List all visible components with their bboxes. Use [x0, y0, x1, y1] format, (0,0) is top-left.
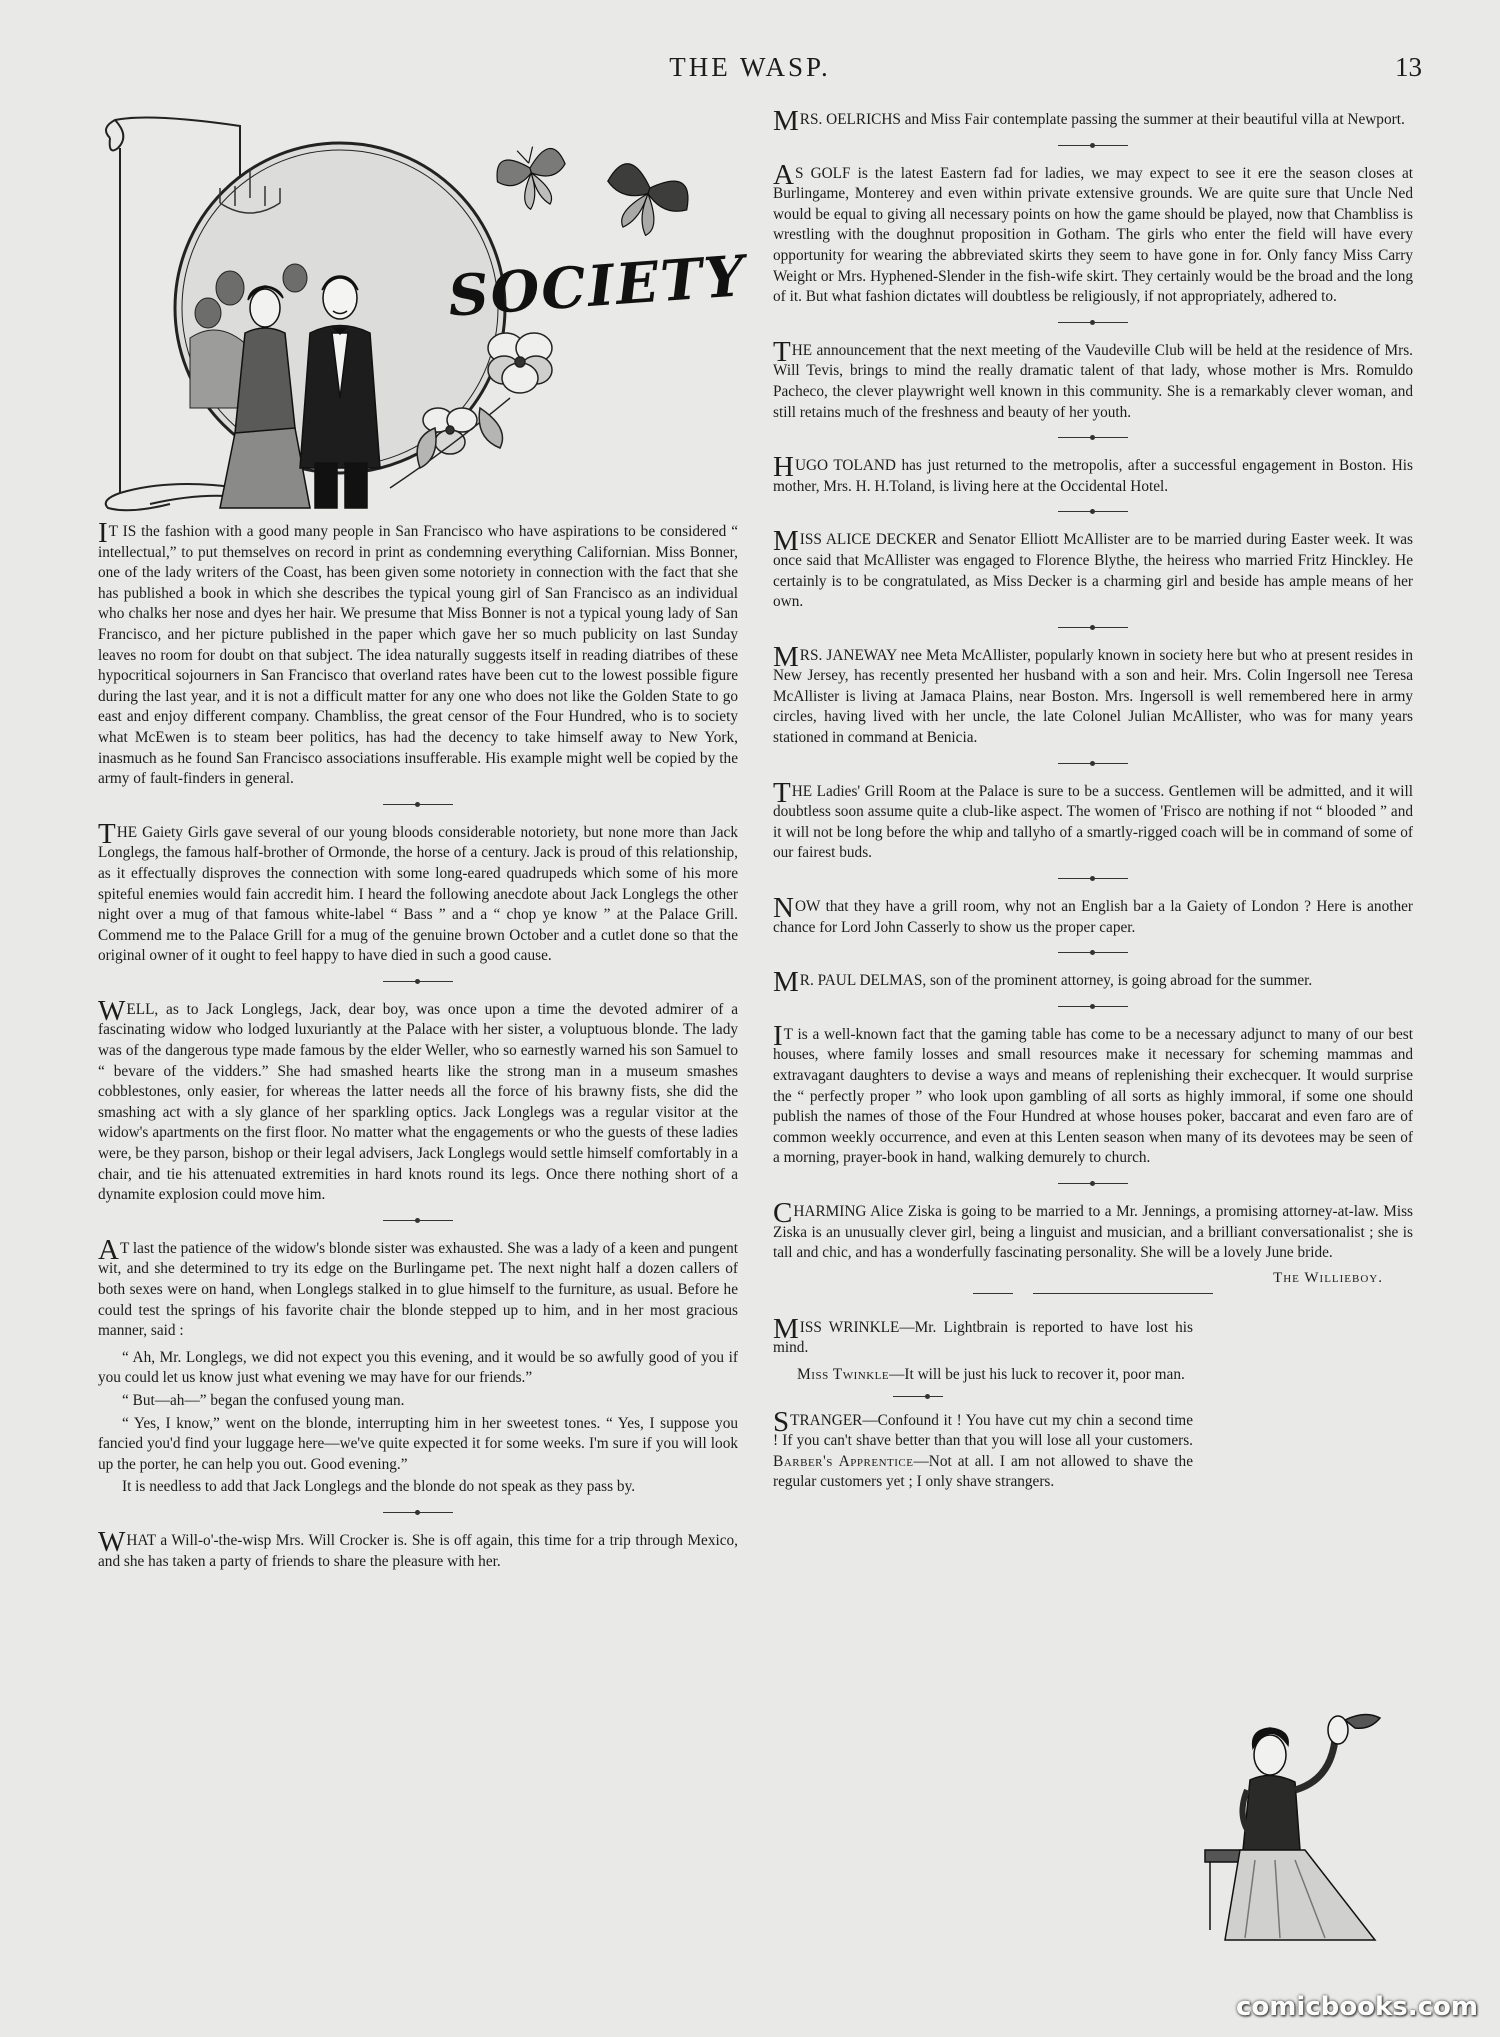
page-number: 13: [1395, 52, 1422, 82]
left-column: [98, 522, 738, 1962]
seated-lady-illustration: [1195, 1700, 1405, 1945]
article-paragraph: MRS. JANEWAY nee Meta McAllister, popularly known in society here but who at present resides in New Jersey, has recently presented her husband with a son and heir. Mrs. Colin Ingersoll nee Teresa McAllister is living at Jamaca Plains, near Boston. Mrs. Ingersoll is well remembered here in army circles, having lived with her uncle, the late Colonel Julian McAllister, who was for many years stationed in command at Benicia.: [773, 640, 1413, 747]
magazine-title: THE WASP.: [669, 52, 831, 82]
article-paragraph: AT last the patience of the widow's blonde sister was exhausted. She was a lady of a keen and pungent wit, and she determined to try its edge on the Burlingame pet. The next night half a dozen callers of both sexes were on hand, when Longlegs stalked in to glue himself to the furniture, as usual. Before he could test the springs of his favorite chair the blonde stepped up to him, and in her most gracious manner, said :: [98, 1233, 738, 1340]
section-divider: [893, 1396, 943, 1397]
jokes-section: [773, 1312, 1193, 1493]
article-paragraph: THE announcement that the next meeting of the Vaudeville Club will be held at the residence of Mrs. Will Tevis, brings to mind the really dramatic talent of that lady, whose mother is Mrs. Romuldo Pacheco, the clever playwright well known in this community. She is a remarkably clever woman, and still retains much of the freshness and beauty of her youth.: [773, 335, 1413, 421]
dialog-paragraph: “ Yes, I know,” went on the blonde, interrupting him in her sweetest tones. “ Yes, I suppose you fancied you'd find your luggage here—we've quite expected it for some weeks. I'm sure if you will look up the porter, he can help you out. Good evening.”: [98, 1414, 738, 1473]
section-divider: [383, 804, 453, 805]
page-header: [0, 52, 1500, 92]
article-paragraph: IT is a well-known fact that the gaming table has come to be a necessary adjunct to many of our best houses, where family losses and small resources make it necessary for scheming mammas and extravagant daughters to devise a ways and means of replenishing their exchecquer. It would surprise the “ perfectly proper ” who look upon gambling of all sorts as highly immoral, if some one should publish the names of those of the Four Hundred at whose houses poker, baccarat and even faro are of common weekly occurrence, and even at this Lenten season when many of its devotees may be seen of a morning, prayer-book in hand, walking demurely to church.: [773, 1019, 1413, 1167]
article-paragraph: NOW that they have a grill room, why not an English bar a la Gaiety of London ? Here is another chance for Lord John Casserly to show us the proper caper.: [773, 892, 1413, 936]
section-divider: [1058, 511, 1128, 512]
section-divider: [1058, 1183, 1128, 1184]
society-masthead-illustration: [90, 108, 760, 516]
article-paragraph: MISS ALICE DECKER and Senator Elliott McAllister are to be married during Easter week. It was once said that McAllister was engaged to Florence Blythe, the heiress who married Fritz Hinckley. He certainly is to be congratulated, as Miss Decker is a charming girl and beside has ample means of her own.: [773, 525, 1413, 611]
section-divider: [1058, 878, 1128, 879]
section-divider: [1058, 1006, 1128, 1007]
section-divider: [383, 1512, 453, 1513]
joke-reply: Miss Twinkle—It will be just his luck to recover it, poor man.: [797, 1365, 1185, 1383]
article-paragraph: IT IS the fashion with a good many people in San Francisco who have aspirations to be considered “ intellectual,” to put themselves on record in print as condemning everything Californian. Miss Bonner, one of the lady writers of the Coast, has been given some notoriety in connection with the fact that she has published a book in which she describes the typical young girl of San Francisco as an individual who chalks her nose and dyes her hair. We presume that Miss Bonner is not a typical young lady of San Francisco, and her picture published in the paper which gave her so much publicity on last Sunday leaves no room for doubt on that subject. The idea naturally suggests itself in reading diatribes of these hypocritical sojourners in San Francisco that overland rates have been cut to the lowest possible figure during the last year, and it is not a difficult matter for any one who does not like the Golden State to go east and enjoy different company. Chambliss, the great censor of the Four Hundred, who is to society what McEwen is to steam beer politics, has had the decency to take himself away to New York, inasmuch as he found San Francisco associations insufferable. His example might well be copied by the army of fault-finders in general.: [98, 522, 738, 788]
article-paragraph: THE Ladies' Grill Room at the Palace is sure to be a success. Gentlemen will be admitted, and it will doubtless soon assume quite a club-like aspect. The women of 'Frisco are nothing if not “ blooded ” and it will not be long before the whip and tallyho of a smartly-rigged coach will be in command of some of our fairest buds.: [773, 776, 1413, 862]
section-divider: [1058, 322, 1128, 323]
butterfly-icon: [491, 140, 695, 246]
article-paragraph: AS GOLF is the latest Eastern fad for ladies, we may expect to see it ere the season closes at Burlingame, Monterey and even within private extensive grounds. We are quite sure that Uncle Ned would be equal to giving all necessary points on how the game should be played, now that Chambliss is wrestling with the doughnut proposition in Gotham. The girls who enter the field will have every opportunity for wearing the abbreviated skirts they seem to have gone in for. Only fancy Miss Carry Weight or Mrs. Hyphened-Slender in the fish-wife skirt. They certainly would be the broad and the long of it. But what fashion dictates will doubtless be religiously, if not appropriately, adhered to.: [773, 158, 1413, 306]
section-divider: [1058, 437, 1128, 438]
joke-paragraph: STRANGER—Confound it ! You have cut my chin a second time ! If you can't shave better than that you will lose all your customers. Barber's Apprentice—Not at all. I am not allowed to shave the regular customers yet ; I only shave strangers.: [773, 1405, 1193, 1491]
article-paragraph: WHAT a Will-o'-the-wisp Mrs. Will Crocker is. She is off again, this time for a trip through Mexico, and she has taken a party of friends to share the pleasure with her.: [98, 1525, 738, 1570]
article-paragraph: THE Gaiety Girls gave several of our young bloods considerable notoriety, but none more than Jack Longlegs, the famous half-brother of Ormonde, the horse of a century. Jack is proud of this relationship, as it effectually disproves the connection with some long-eared quadrupeds which some of his more spiteful enemies would fain accredit him. I heard the following anecdote about Jack Longlegs the other night over a mug of that famous white-label “ Bass ” and a “ chop ye know ” at the Palace Grill. Commend me to the Palace Grill for a mug of the genuine brown October and a cutlet done so that the original owner of it ought to feel happy to have died in such a good cause.: [98, 817, 738, 965]
watermark: comicbooks.com: [1235, 1992, 1478, 2022]
section-divider: [1058, 952, 1128, 953]
right-column: [773, 110, 1413, 1940]
section-divider: [383, 1220, 453, 1221]
closing-rule: [973, 1293, 1213, 1294]
article-paragraph: MR. PAUL DELMAS, son of the prominent attorney, is going abroad for the summer.: [773, 966, 1313, 999]
dialog-paragraph: “ But—ah—” began the confused young man.: [122, 1391, 405, 1409]
joke-paragraph: MISS WRINKLE—Mr. Lightbrain is reported to have lost his mind.: [773, 1312, 1193, 1357]
section-divider: [1058, 763, 1128, 764]
dialog-paragraph: “ Ah, Mr. Longlegs, we did not expect you this evening, and it would be so awfully good of you if you could let us know just what evening we may have for our friends.”: [98, 1348, 738, 1387]
article-paragraph: CHARMING Alice Ziska is going to be married to a Mr. Jennings, a promising attorney-at-law. Miss Ziska is an unusually clever girl, being a linguist and musician, and a brilliant conversationalist ; she is tall and chic, and has a wonderfully fascinating personality. She will be a lovely June bride.: [773, 1196, 1413, 1262]
society-heading: SOCIETY: [446, 243, 749, 330]
article-paragraph: WELL, as to Jack Longlegs, Jack, dear boy, was once upon a time the devoted admirer of a fascinating widow who lodged luxuriantly at the Palace with her sister, a voluptuous blonde. The lady was of the dangerous type made famous by the elder Weller, who so earnestly warned his son Samuel to “ bevare of the vidders.” She had smashed hearts like the strong man in a museum smashes cobblestones, only easier, for whereas the latter needs all the force of his brawny fists, she did the smashing act with a sly glance of her sparkling optics. Jack Longlegs was a regular visitor at the widow's apartments on the first floor. No matter what the engagements or who the guests of these ladies were, be they parson, bishop or their legal advisers, Jack Longlegs would settle himself comfortably in a chair, and tie his attenuated extremities in hard knots round its legs. Once there nothing short of a dynamite explosion could move him.: [98, 994, 738, 1204]
author-signature: The Willieboy.: [1273, 1269, 1383, 1286]
article-paragraph: MRS. OELRICHS and Miss Fair contemplate passing the summer at their beautiful villa at Newport.: [773, 110, 1405, 137]
section-divider: [1058, 627, 1128, 628]
article-paragraph: HUGO TOLAND has just returned to the metropolis, after a successful engagement in Boston. His mother, Mrs. H. H.Toland, is living here at the Occidental Hotel.: [773, 451, 1413, 495]
section-divider: [1058, 145, 1128, 146]
dialog-paragraph: It is needless to add that Jack Longlegs and the blonde do not speak as they pass by.: [122, 1478, 636, 1496]
section-divider: [383, 981, 453, 982]
